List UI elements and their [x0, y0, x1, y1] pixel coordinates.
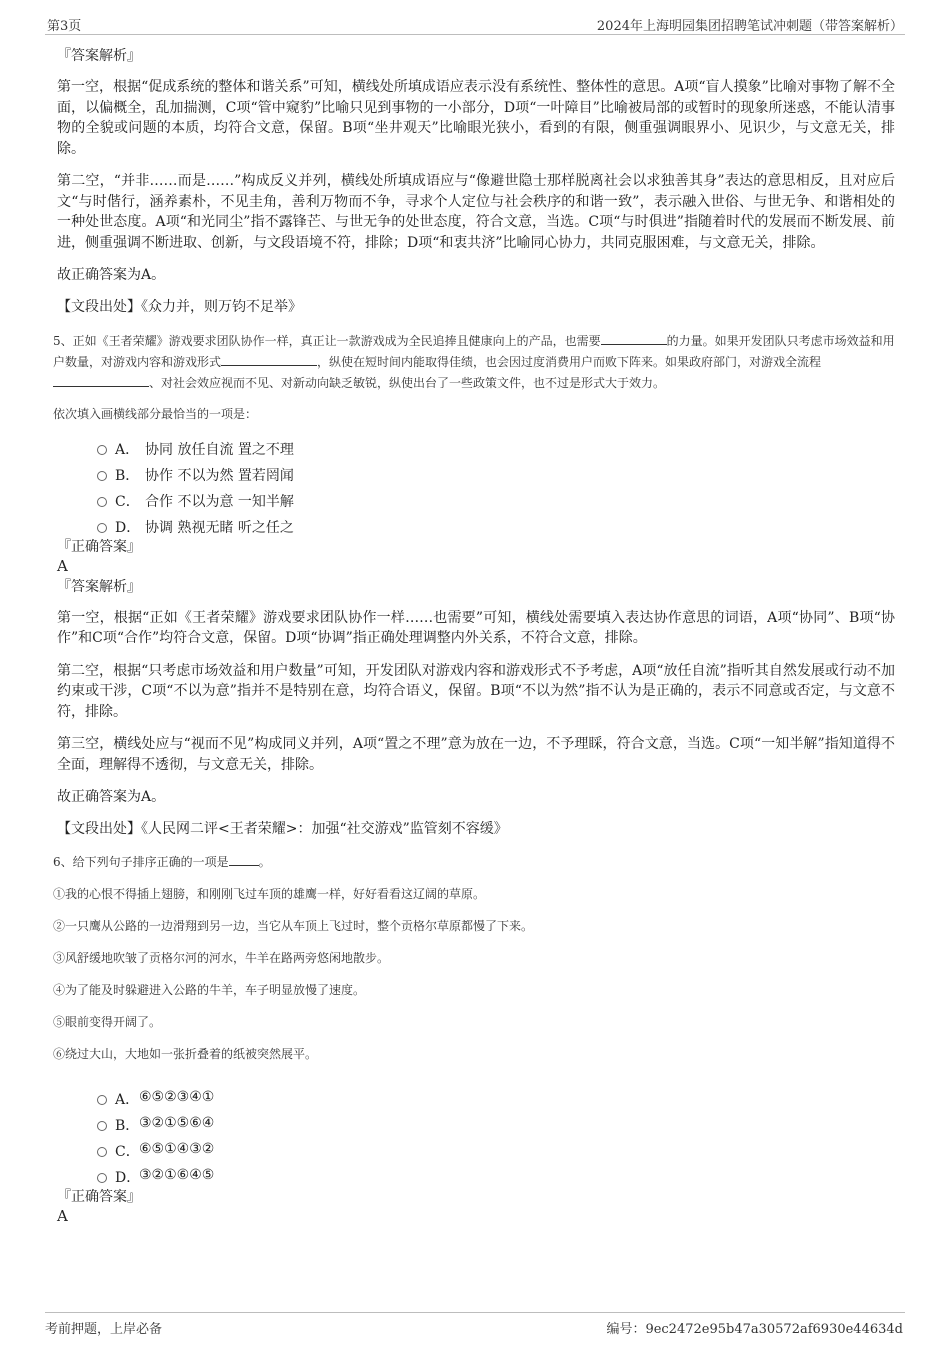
radio-button[interactable] — [97, 1121, 107, 1131]
option-letter: A． — [115, 441, 140, 458]
q5-analysis-para-1: 第一空，根据“正如《王者荣耀》游戏要求团队协作一样……也需要”可知，横线处需要填入表达协作意思的词语，A项“协同”、B项“协作”和C项“合作”均符合文意，保留。D项“协调”指正确处理调整内外关系，不符合文意，排除。 — [57, 609, 895, 646]
q5-option-b[interactable] — [57, 461, 895, 487]
q5-blank-2 — [221, 352, 317, 366]
option-text: ③②①⑤⑥④ — [139, 1114, 215, 1131]
q5-analysis-para-3: 第三空，横线处应与“视而不见”构成同义并列，A项“置之不理”意为放在一边，不予理睬，符合文意，当选。C项“一知半解”指知道得不全面，理解得不透彻，与文意无关，排除。 — [57, 736, 895, 773]
option-letter: C． — [115, 1143, 140, 1160]
q6-stem: 6、给下列句子排序正确的一项是 。 — [53, 852, 895, 873]
radio-button[interactable] — [97, 497, 107, 507]
q6-sentence-4: ④为了能及时躲避进入公路的牛羊，车子明显放慢了速度。 — [53, 982, 366, 997]
q5-blank-3 — [53, 373, 149, 387]
q5-blank-1 — [601, 331, 667, 345]
radio-button[interactable] — [97, 445, 107, 455]
q5-stem: 5、正如《王者荣耀》游戏要求团队协作一样，真正让一款游戏成为全民追捧且健康向上的产品，也需要 的力量。如果开发团队只考虑市场效益和用户数量，对游戏内容和游戏形式 ，纵使在短时间内能取得佳绩，也会因过度消费用户而败下阵来。如果政府部门，对游戏全流程、对社会效应视而不见、对新动向缺乏敏锐，纵使出台了一些政策文件，也不过是形式大于效力。 — [53, 331, 895, 394]
q5-option-d[interactable] — [57, 513, 895, 539]
q6-option-c[interactable] — [57, 1137, 895, 1163]
radio-button[interactable] — [97, 1147, 107, 1157]
q4-analysis-label: 『答案解析』 — [57, 48, 141, 64]
q5-option-c[interactable] — [57, 487, 895, 513]
option-text: ⑥⑤①④③② — [139, 1140, 215, 1157]
q6-option-d[interactable] — [57, 1163, 895, 1189]
radio-button[interactable] — [97, 1173, 107, 1183]
option-letter: B． — [115, 1117, 140, 1134]
page-content — [53, 46, 895, 1225]
q5-analysis-para-2: 第二空，根据“只考虑市场效益和用户数量”可知，开发团队对游戏内容和游戏形式不予考虑，A项“放任自流”指听其自然发展或行动不加约束或干涉，C项“不以为意”指并不是特别在意，均符合语义，保留。B项“不以为然”指不认为是正确的，表示不同意或否定，与文意不符，排除。 — [57, 662, 895, 720]
radio-button[interactable] — [97, 471, 107, 481]
option-letter: D． — [115, 519, 141, 536]
option-text: 合作 不以为意 一知半解 — [145, 493, 294, 510]
q5-prompt: 依次填入画横线部分最恰当的一项是： — [53, 406, 258, 421]
q5-answer: A — [57, 556, 68, 575]
q6-option-a[interactable] — [57, 1085, 895, 1111]
option-text: 协同 放任自流 置之不理 — [145, 441, 294, 458]
footer-slogan: 考前押题，上岸必备 — [45, 1322, 163, 1337]
q6-answer-label: 『正确答案』 — [57, 1188, 141, 1205]
q6-blank — [229, 852, 259, 866]
q5-analysis-label: 『答案解析』 — [57, 578, 141, 595]
option-letter: C． — [115, 493, 140, 510]
q5-source: 【文段出处】《人民网二评<王者荣耀>：加强“社交游戏”监管刻不容缓》 — [57, 820, 508, 837]
option-text: ⑥⑤②③④① — [139, 1088, 215, 1105]
q6-sentence-5: ⑤眼前变得开阔了。 — [53, 1014, 162, 1029]
option-letter: A． — [115, 1091, 140, 1108]
option-text: 协作 不以为然 置若罔闻 — [145, 467, 294, 484]
q6-sentence-2: ②一只鹰从公路的一边滑翔到另一边，当它从车顶上飞过时，整个贡格尔草原都慢了下来。 — [53, 918, 534, 933]
page-number: 第3页 — [47, 19, 82, 34]
q6-sentence-1: ①我的心恨不得插上翅膀，和刚刚飞过车顶的雄鹰一样，好好看看这辽阔的草原。 — [53, 886, 486, 901]
q5-option-a[interactable] — [57, 435, 895, 461]
page-footer — [45, 1312, 905, 1339]
q6-sentence-3: ③风舒缓地吹皱了贡格尔河的河水，牛羊在路两旁悠闲地散步。 — [53, 950, 390, 965]
document-title: 2024年上海明园集团招聘笔试冲刺题（带答案解析） — [596, 19, 903, 34]
option-text: 协调 熟视无睹 听之任之 — [145, 519, 294, 536]
option-letter: D． — [115, 1169, 141, 1186]
q4-answer-statement: 故正确答案为A。 — [57, 267, 166, 283]
option-text: ③②①⑥④⑤ — [139, 1166, 215, 1183]
q5-answer-label: 『正确答案』 — [57, 538, 141, 555]
q6-option-b[interactable] — [57, 1111, 895, 1137]
radio-button[interactable] — [97, 523, 107, 533]
q4-analysis-para-2: 第二空，“并非……而是……”构成反义并列，横线处所填成语应与“像避世隐士那样脱离社会以求独善其身”表达的意思相反，且对应后文“与时偕行，涵养素朴，不见圭角，善利万物而不争，寻求个人定位与社会秩序的和谐一致”，表示融入世俗、与世无争、和谐相处的一种处世态度。A项“和光同尘”指不露锋芒、与世无争的处世态度，符合文意，当选。C项“与时俱进”指随着时代的发展而不断发展、前进，侧重强调不断进取、创新，与文段语境不符，排除；D项“和衷共济”比喻同心协力，共同克服困难，与文意无关，排除。 — [57, 173, 895, 251]
q6-answer: A — [57, 1206, 68, 1225]
q5-answer-statement: 故正确答案为A。 — [57, 789, 166, 805]
q4-source: 【文段出处】《众力并，则万钧不足举》 — [57, 298, 302, 315]
q6-sentence-6: ⑥绕过大山，大地如一张折叠着的纸被突然展平。 — [53, 1046, 318, 1061]
option-letter: B． — [115, 467, 140, 484]
q4-analysis-para-1: 第一空，根据“促成系统的整体和谐关系”可知，横线处所填成语应表示没有系统性、整体性的意思。A项“盲人摸象”比喻对事物了解不全面，以偏概全，乱加揣测，C项“管中窥豹”比喻只见到事物的一小部分，D项“一叶障目”比喻被局部的或暂时的现象所迷惑，不能认清事物的全貌或问题的本质，均符合文意，保留。B项“坐井观天”比喻眼光狭小，看到的有限，侧重强调眼界小、见识少，与文意无关，排除。 — [57, 79, 895, 157]
radio-button[interactable] — [97, 1095, 107, 1105]
page-header — [45, 12, 905, 35]
document-id: 编号：9ec2472e95b47a30572af6930e44634d — [606, 1322, 903, 1337]
